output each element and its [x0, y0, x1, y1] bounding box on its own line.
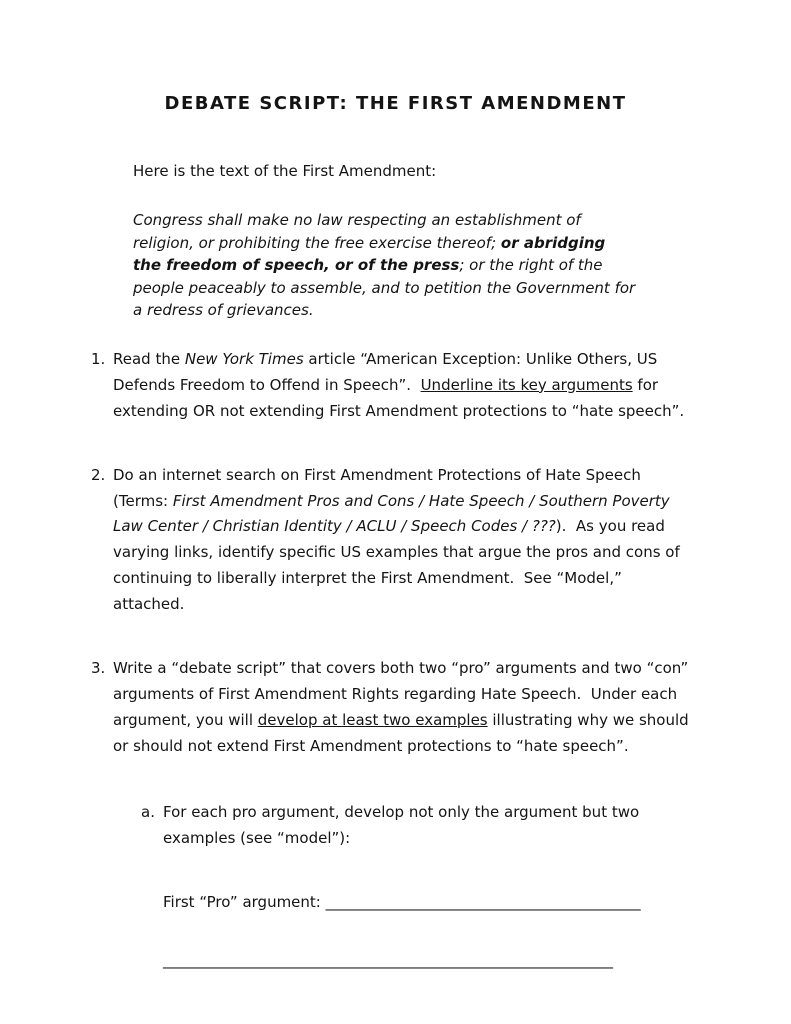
list-item-2-text: [113, 463, 698, 619]
first-pro-argument-label: First “Pro” argument:: [163, 892, 326, 911]
item3-underlined-phrase: develop at least two examples: [257, 711, 488, 730]
list-item-1-number: 1.: [91, 349, 106, 368]
first-pro-argument-blank: __________________________________________: [325, 892, 641, 911]
sub-item-a-text: For each pro argument, develop not only the argument but two examples (see “model”):: [163, 802, 644, 847]
quote-text-pre: Congress shall make no law respecting an establishment of religion, or prohibiting the free exercise thereof;: [133, 211, 586, 252]
quote-text-post: ; or the right of the people peaceably to assemble, and to petition the Government for a redress of grievances.: [133, 256, 640, 320]
first-amendment-quote: [133, 209, 638, 322]
intro-paragraph: Here is the text of the First Amendment:: [133, 162, 437, 180]
second-blank-line: ____________________________________________________________: [163, 950, 613, 969]
item3-seg3: illustrating why we should or should not extend First Amendment protections to “hate speech”.: [113, 711, 694, 755]
first-pro-argument-line: [163, 890, 791, 916]
item2-search-terms-italic: First Amendment Pros and Cons / Hate Speech / Southern Poverty Law Center / Christian Identity / ACLU / Speech Codes / ???: [113, 491, 675, 536]
list-item-3-text: [113, 656, 698, 760]
item1-seg1: Read the: [113, 349, 185, 368]
sub-item-a: [141, 800, 791, 852]
list-item-1: [91, 347, 791, 425]
list-item-2-number: 2.: [91, 465, 106, 484]
document-title: DEBATE SCRIPT: THE FIRST AMENDMENT: [164, 93, 627, 114]
item1-nyt-italic: New York Times: [184, 349, 304, 368]
list-item-1-text: [113, 347, 698, 425]
list-item-3: [91, 656, 791, 760]
item2-seg1: Do an internet search on First Amendment Protections of Hate Speech (Terms:: [113, 465, 651, 510]
list-item-3-number: 3.: [91, 659, 106, 678]
item3-seg1: Write a “debate script” that covers both two “pro” arguments and two “con” arguments of First Amendment Rights regarding Hate Speech. Under each argument, you will: [113, 659, 694, 730]
item2-seg3: ). As you read varying links, identify specific US examples that argue the pros and cons of continuing to liberally interpret the First Amendment. See “Model,” attached.: [113, 517, 685, 614]
list-item-2: [91, 463, 791, 619]
sub-item-a-number: a.: [141, 802, 155, 821]
item1-seg3: article “American Exception: Unlike Others, US Defends Freedom to Offend in Speech”.: [113, 349, 663, 394]
item1-underlined-phrase: Underline its key arguments: [420, 375, 633, 394]
item1-seg5: for extending OR not extending First Amendment protections to “hate speech”.: [113, 375, 685, 420]
quote-text-bold: or abridging the freedom of speech, or of the press: [133, 233, 611, 275]
